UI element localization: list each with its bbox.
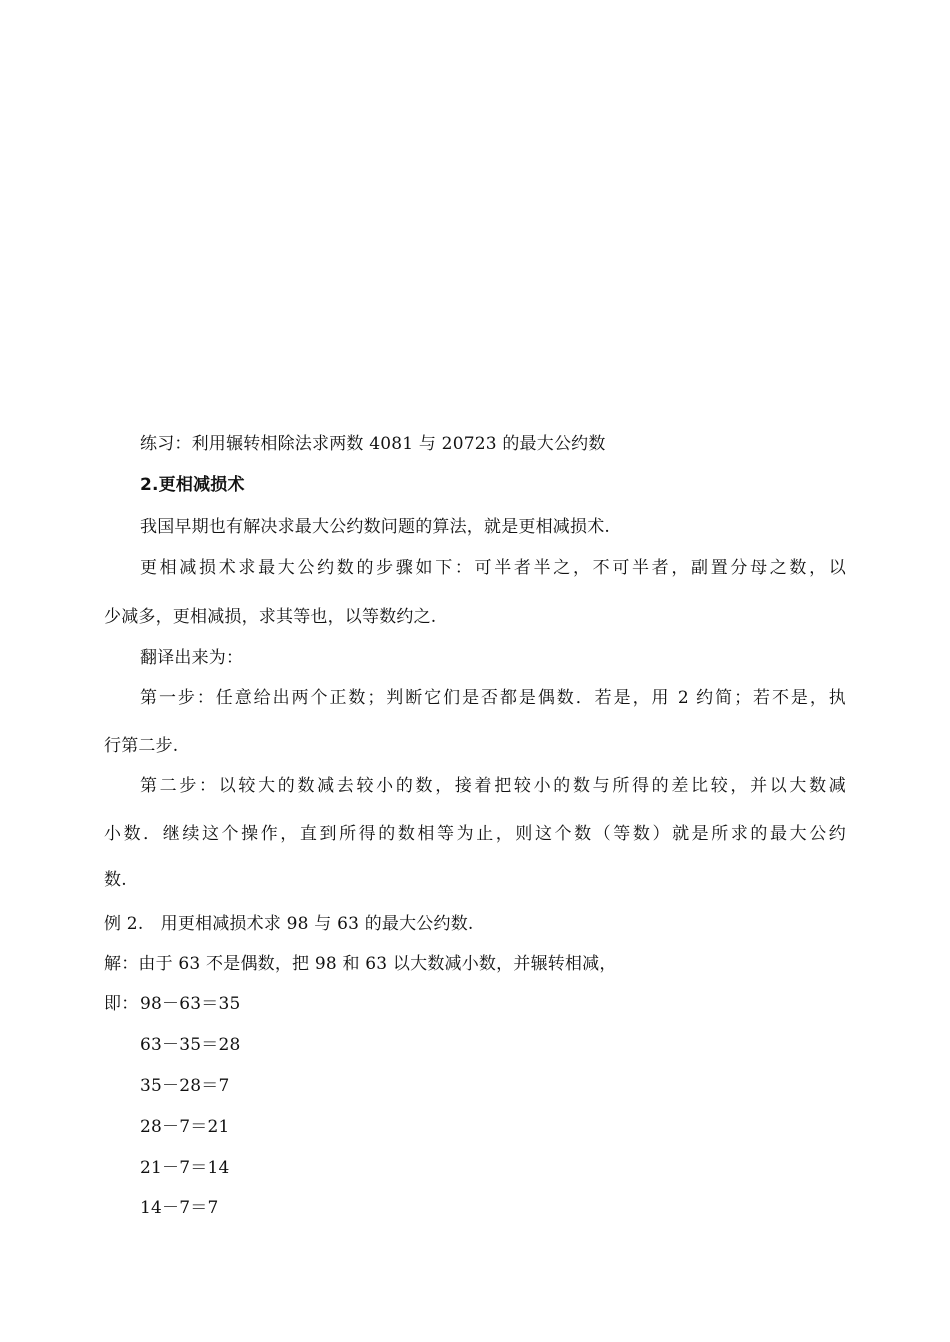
calc-line: 98－63＝35 [140, 994, 241, 1014]
section-heading: 2.更相减损术 [140, 475, 245, 495]
calc-line: 21－7＝14 [140, 1158, 230, 1178]
step-1-line-2: 行第二步. [104, 736, 179, 756]
exercise-text: 练习：利用辗转相除法求两数 4081 与 20723 的最大公约数 [140, 434, 606, 454]
example-heading: 例 2. 用更相减损术求 98 与 63 的最大公约数. [104, 914, 474, 934]
step-1-line-1: 第一步：任意给出两个正数；判断它们是否都是偶数．若是，用 2 约简；若不是，执 [140, 688, 846, 708]
calc-prefix: 即： [104, 994, 139, 1014]
translation-label: 翻译出来为： [140, 648, 244, 668]
intro-paragraph: 我国早期也有解决求最大公约数问题的算法，就是更相减损术. [140, 517, 611, 537]
calc-line: 28－7＝21 [140, 1117, 230, 1137]
step-2-line-2: 小数．继续这个操作，直到所得的数相等为止，则这个数（等数）就是所求的最大公约 [104, 824, 846, 844]
step-2-line-3: 数. [104, 870, 127, 890]
solution-text: 解：由于 63 不是偶数，把 98 和 63 以大数减小数，并辗转相减， [104, 954, 617, 974]
calc-line: 14－7＝7 [140, 1198, 219, 1218]
steps-description-line-2: 少减多，更相减损，求其等也，以等数约之. [104, 607, 437, 627]
calc-line: 35－28＝7 [140, 1076, 230, 1096]
steps-description-line-1: 更相减损术求最大公约数的步骤如下：可半者半之，不可半者，副置分母之数，以 [140, 558, 846, 578]
calc-line: 63－35＝28 [140, 1035, 241, 1055]
step-2-line-1: 第二步：以较大的数减去较小的数，接着把较小的数与所得的差比较，并以大数减 [140, 776, 846, 796]
